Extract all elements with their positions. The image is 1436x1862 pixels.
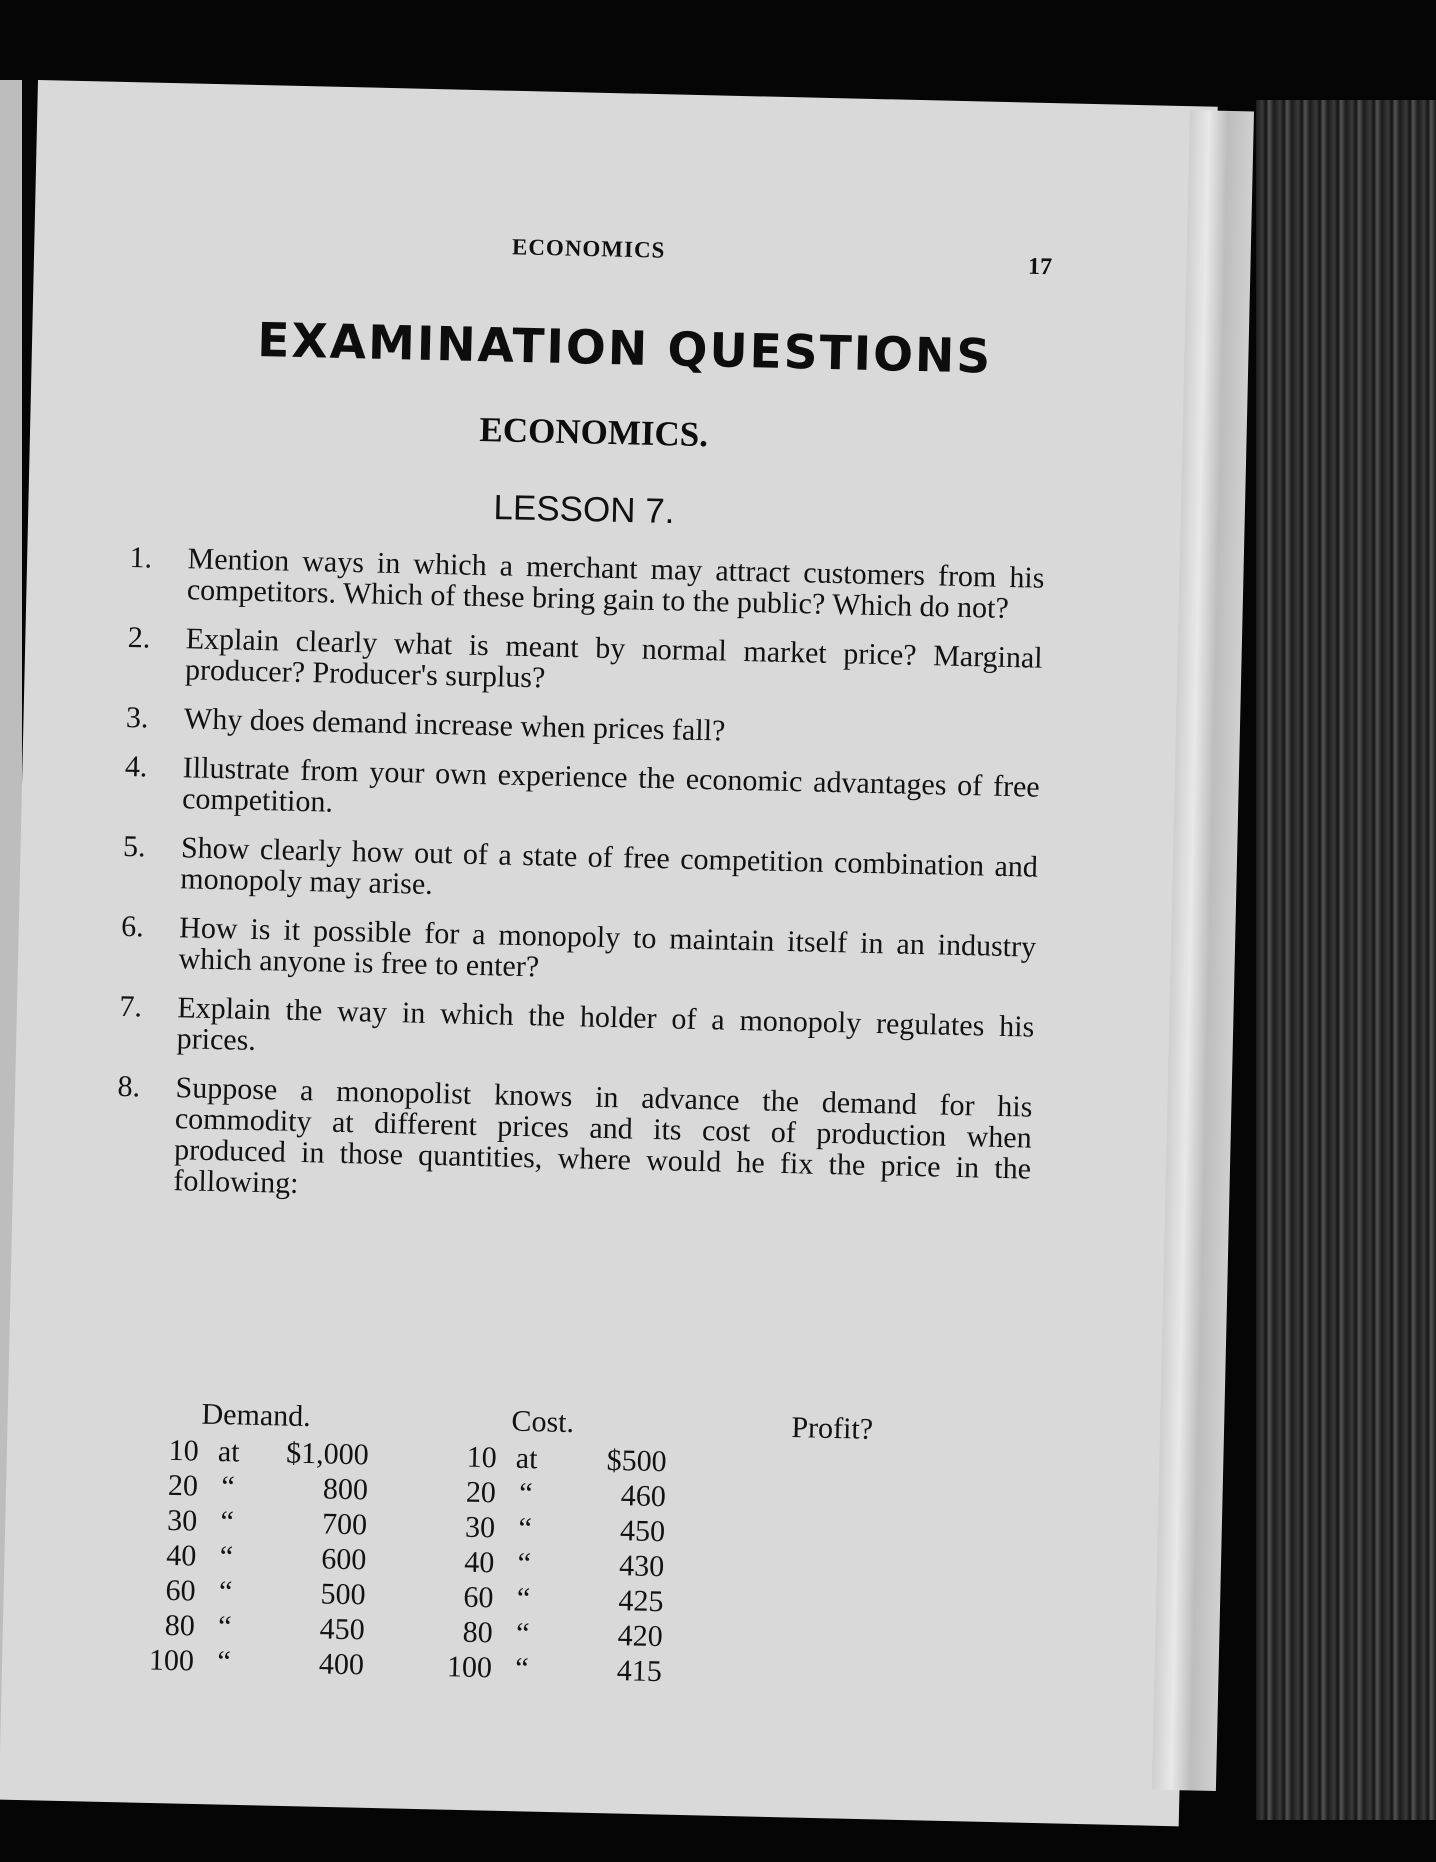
table-row [124,1642,365,1682]
question-number: 4. [124,749,148,784]
table-cell: 450 [319,1611,366,1646]
table-row [426,1474,667,1514]
question-number: 8. [117,1069,141,1104]
running-head: ECONOMICS [511,234,666,263]
question-text: How is it possible for a monopoly to maintain itself in an industry which anyone is free to enter? [178,911,1037,984]
table-cell: “ [216,1644,232,1678]
table-cell: 60 [463,1580,494,1614]
question-number: 7. [119,989,143,1024]
table-row [425,1509,666,1549]
question-number: 6. [120,909,145,944]
table-row [426,1439,667,1479]
page-title: EXAMINATION QUESTIONS [256,313,993,385]
table-row [126,1537,367,1577]
page-subtitle: ECONOMICS. [479,410,709,455]
table-cell: 30 [464,1510,496,1544]
table-row [125,1572,366,1612]
table-cell: 20 [167,1468,199,1503]
table-cell: 450 [619,1513,666,1548]
table-cell: 420 [617,1618,664,1653]
table-row [422,1649,663,1689]
question-number: 1. [129,541,153,575]
table-row [127,1502,368,1542]
demand-table [124,1432,369,1682]
question-item [115,1071,1033,1216]
table-cell: “ [518,1511,533,1545]
table-cell: 600 [320,1541,367,1576]
table-cell: “ [515,1616,530,1650]
question-text: Suppose a monopolist knows in advance the demand for his commodity at different prices and its cost of production when produced in those quantities, where would he fix the price in the following: [173,1071,1033,1200]
table-row [124,1607,365,1647]
table-cell: “ [218,1574,233,1608]
table-cell: 100 [446,1649,493,1684]
page-number: 17 [1027,253,1053,281]
table-cell: 100 [148,1643,195,1678]
lesson-heading: LESSON 7. [493,488,675,532]
cost-table [422,1439,667,1689]
demand-heading: Demand. [201,1397,312,1434]
question-text: Why does demand increase when prices fall? [183,702,726,748]
table-cell: 80 [164,1608,196,1643]
table-cell: “ [220,1504,235,1538]
table-row [422,1614,663,1654]
table-cell: “ [219,1539,234,1573]
table-cell: at [217,1434,240,1468]
table-cell: 30 [166,1503,198,1538]
table-cell: “ [514,1651,529,1685]
table-cell: 500 [320,1576,366,1611]
question-text: Illustrate from your own experience the economic advantages of free competition. [181,751,1041,819]
table-cell: 20 [465,1475,497,1509]
price-tables [123,1396,1030,1746]
question-item [122,831,1038,914]
table-row [128,1467,369,1507]
table-cell: 415 [616,1653,663,1688]
table-cell: “ [220,1469,236,1503]
table-row [424,1544,665,1584]
question-item [118,991,1034,1074]
question-item [124,751,1040,834]
table-cell: 40 [166,1538,197,1573]
question-number: 3. [125,700,149,735]
table-cell: “ [518,1476,533,1510]
table-cell: $500 [606,1443,668,1478]
table-cell: 800 [322,1471,369,1506]
table-cell: 80 [462,1615,494,1649]
question-text: Mention ways in which a merchant may attract customers from his competitors. Which of these bring gain to the public? Which do not? [186,542,1045,625]
table-cell: “ [217,1609,232,1643]
question-text: Show clearly how out of a state of free competition combination and monopoly may arise. [179,831,1039,901]
table-cell: 40 [463,1545,495,1579]
table-cell: 60 [165,1573,196,1608]
table-cell: 10 [168,1433,200,1468]
table-cell: 425 [618,1583,664,1618]
question-text: Explain the way in which the holder of a monopoly regulates his prices. [176,991,1035,1057]
question-list [115,542,1045,1234]
question-number: 2. [127,620,151,655]
table-cell: at [515,1441,538,1475]
question-text: Explain clearly what is meant by normal market price? Marginal producer? Producer's surplus? [184,622,1043,695]
table-cell: 460 [620,1478,667,1513]
table-row [423,1579,664,1619]
table-cell: 430 [618,1548,665,1583]
table-cell: 10 [466,1440,498,1474]
table-row [128,1432,369,1472]
table-cell: “ [516,1581,531,1615]
table-cell: 400 [318,1646,365,1681]
cost-heading: Cost. [511,1404,575,1440]
question-item [120,911,1036,994]
table-cell: $1,000 [285,1436,370,1471]
book-spine-shadow [1256,100,1436,1820]
table-cell: 700 [321,1506,368,1541]
question-item [126,702,1041,754]
question-number: 5. [122,829,146,864]
profit-heading: Profit? [791,1411,874,1446]
question-item [127,622,1043,705]
table-cell: “ [517,1546,532,1580]
